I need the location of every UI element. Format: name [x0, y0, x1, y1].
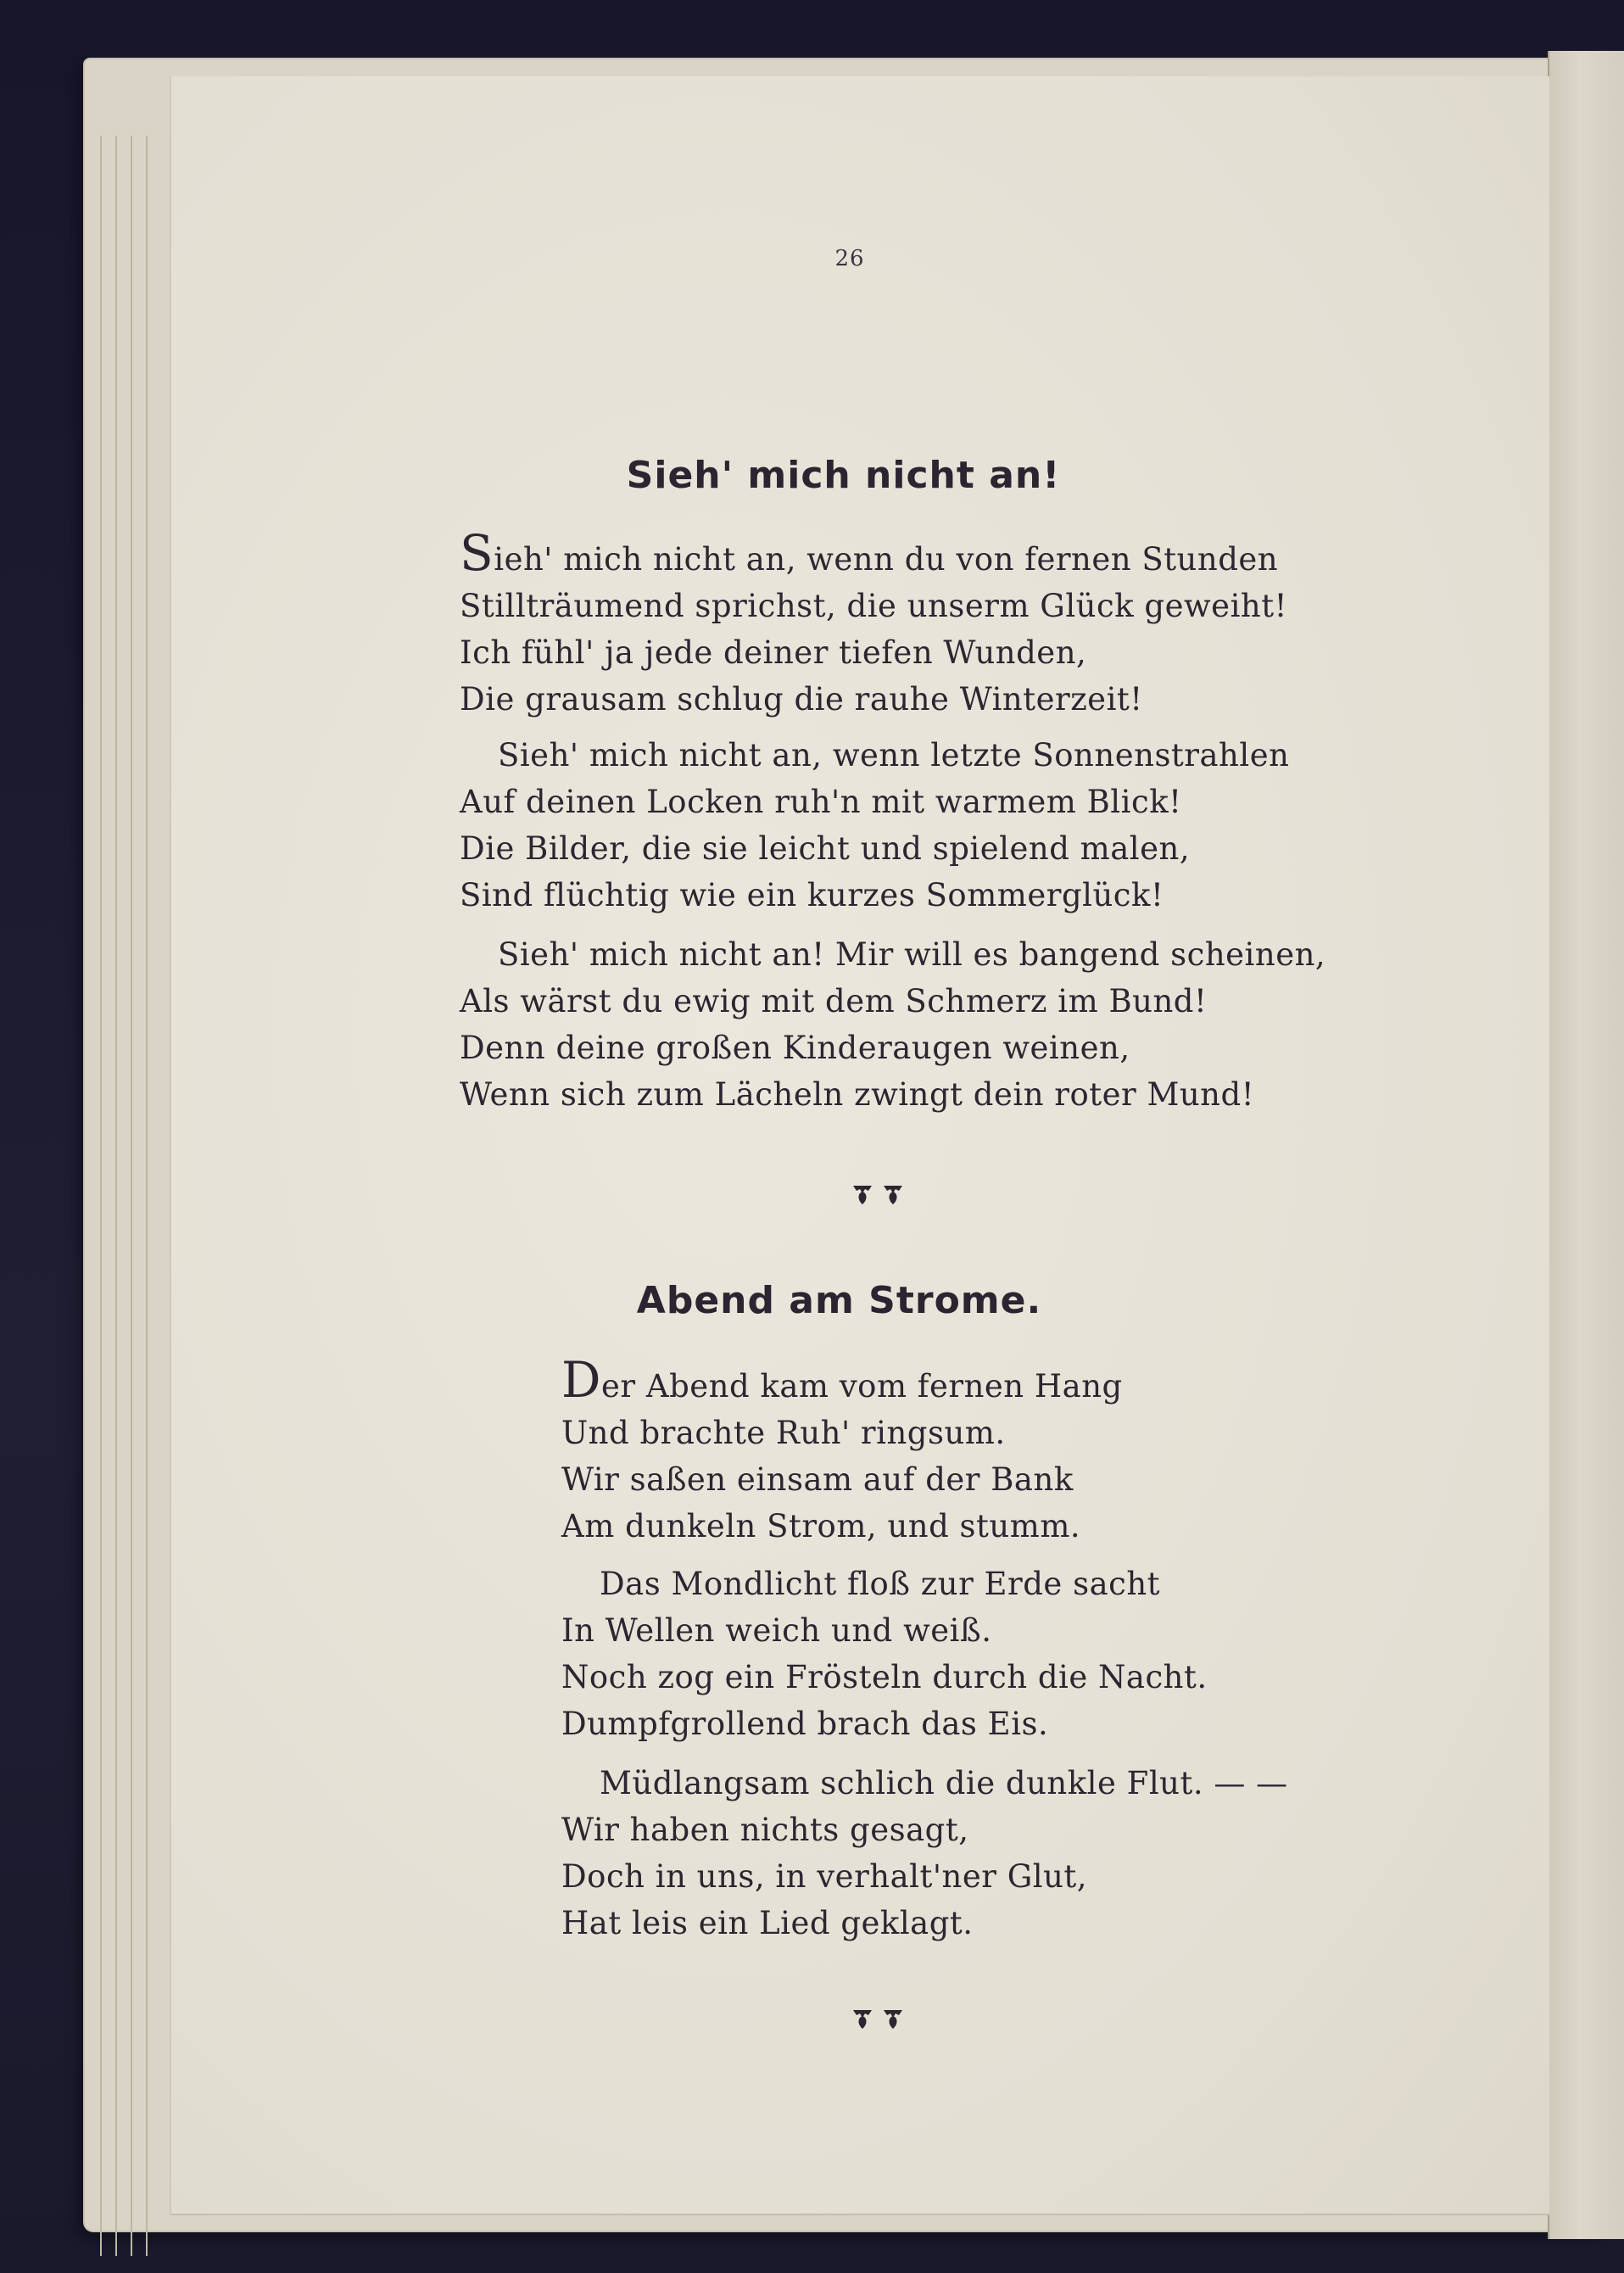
poem-line: Stillträumend sprichst, die unserm Glück geweiht! [460, 588, 1287, 624]
facing-page-strip [1548, 51, 1624, 2239]
leaf-ornament-icon [850, 2006, 909, 2031]
poem-line: Die grausam schlug die rauhe Winterzeit! [460, 681, 1143, 718]
poem-line: Und brachte Ruh' ringsum. [561, 1415, 1006, 1451]
poem-line [460, 524, 1287, 583]
stanza [561, 1561, 1208, 1747]
book-page [170, 76, 1549, 2215]
poem-line: Sind flüchtig wie ein kurzes Sommerglück! [460, 877, 1164, 913]
page-content [171, 76, 1549, 2214]
stanza [460, 524, 1287, 723]
drop-cap: S [460, 524, 494, 582]
stanza [460, 931, 1325, 1118]
poem-line: Auf deinen Locken ruh'n mit warmem Blick! [460, 784, 1182, 820]
poem-title: Abend am Strome. [636, 1279, 1042, 1322]
poem-line: Als wärst du ewig mit dem Schmerz im Bund! [460, 983, 1208, 1019]
page-edge [115, 136, 117, 2256]
poem-line: Noch zog ein Frösteln durch die Nacht. [561, 1659, 1208, 1695]
poem-line: Am dunkeln Strom, und stumm. [561, 1508, 1081, 1544]
poem-line: Wir haben nichts gesagt, [561, 1812, 969, 1848]
poem-line: Sieh' mich nicht an, wenn letzte Sonnenstrahlen [498, 737, 1290, 773]
poem-line [561, 1351, 1123, 1410]
stanza [561, 1760, 1288, 1946]
leaf-ornament-icon [850, 1181, 909, 1207]
line-text: ieh' mich nicht an, wenn du von fernen Stunden [494, 541, 1279, 578]
poem-line: Müdlangsam schlich die dunkle Flut. — — [600, 1765, 1288, 1801]
poem-line: Dumpfgrollend brach das Eis. [561, 1706, 1049, 1742]
poem-title: Sieh' mich nicht an! [626, 454, 1061, 497]
poem-line: Die Bilder, die sie leicht und spielend malen, [460, 830, 1191, 867]
poem-line: Das Mondlicht floß zur Erde sacht [600, 1566, 1161, 1602]
poem-line: Denn deine großen Kinderaugen weinen, [460, 1030, 1130, 1066]
poem-line: Sieh' mich nicht an! Mir will es bangend scheinen, [498, 936, 1326, 973]
poem-line: Wenn sich zum Lächeln zwingt dein roter Mund! [460, 1076, 1255, 1113]
page-edge [146, 136, 148, 2256]
stanza [460, 732, 1289, 919]
poem-line: Doch in uns, in verhalt'ner Glut, [561, 1858, 1088, 1895]
poem-line: Ich fühl' ja jede deiner tiefen Wunden, [460, 634, 1087, 671]
stanza [561, 1351, 1123, 1550]
poem-line: Wir saßen einsam auf der Bank [561, 1461, 1074, 1498]
page-edge [100, 136, 102, 2256]
page-number: 26 [834, 246, 865, 271]
poem-line: In Wellen weich und weiß. [561, 1612, 992, 1649]
poem-line: Hat leis ein Lied geklagt. [561, 1905, 974, 1941]
line-text: er Abend kam vom fernen Hang [601, 1368, 1123, 1405]
page-edge [131, 136, 132, 2256]
drop-cap: D [561, 1351, 602, 1409]
